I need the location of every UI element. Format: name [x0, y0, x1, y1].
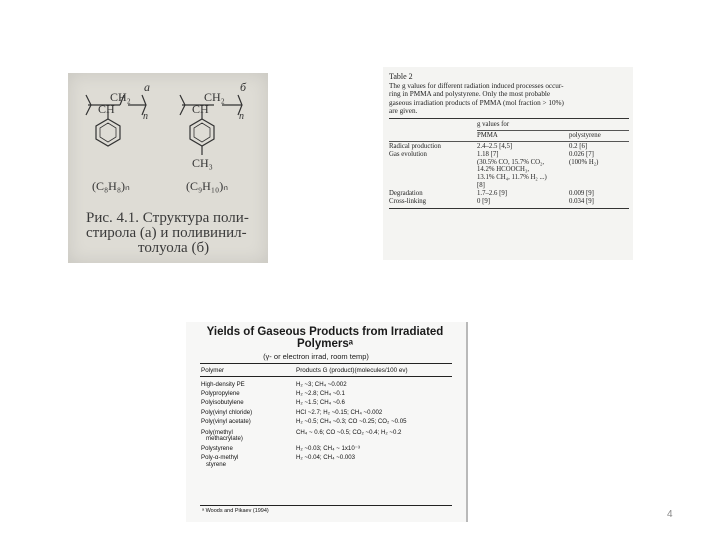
table2-row [389, 159, 629, 167]
table2-cell [389, 182, 477, 190]
polymer-name: Poly-α-methyl styrene [201, 454, 239, 468]
polymer-name: Poly(methyl methacrylate) [201, 428, 243, 443]
table2-cell: 0.2 [6] [569, 142, 588, 150]
table2-cell: [8] [477, 181, 485, 189]
table2-cell: (30.5% CO, 15.7% CO₂, [477, 158, 545, 166]
structures-drawing [68, 73, 268, 213]
polymer-name: Polystyrene [201, 444, 233, 452]
table2-cell: 2.4–2.5 [4,5] [477, 142, 513, 150]
polymer-name: High-density PE [201, 381, 245, 388]
svg-text:n: n [239, 111, 244, 122]
table2-cell [569, 174, 629, 182]
table-rule [389, 141, 629, 142]
table-row [201, 455, 456, 471]
table-rule [200, 376, 452, 377]
gas-products: H₂ ~0.03; CH₄ ~ 1x10⁻³ [296, 444, 360, 452]
table-row [201, 419, 456, 428]
polymer-name: Polypropylene [201, 390, 240, 398]
table2-row [389, 182, 629, 190]
caption-line: Рис. 4.1. Структура поли- [86, 210, 249, 226]
svg-text:CH₂: CH₂ [204, 90, 225, 104]
gas-products: H₂ ~0.5; CH₄ ~0.3; CO ~0.25; CO₂ ~0.05 [296, 417, 407, 425]
table2-header-row: PMMA polystyrene [477, 132, 601, 140]
table2-caption: The g values for different radiation induced processes occur- ring in PMMA and polystyrene. Only the most probable gaseous irradiation products of PMMA (mol fraction > 10%) are given. [389, 82, 564, 115]
table2-cell: Degradation [389, 189, 423, 197]
caption-line: стирола (а) и поливинил- [86, 225, 247, 241]
gas-products: H₂ ~2.8; CH₄ ~0.1 [296, 390, 345, 398]
table2-cell: 0.026 [7] [569, 150, 594, 158]
svg-text:CH₃: CH₃ [192, 156, 213, 170]
table2-cell: 0 [9] [477, 197, 491, 205]
yields-subtitle: (γ- or electron irrad, room temp) [263, 352, 369, 361]
svg-text:б: б [240, 80, 247, 94]
svg-text:(C₈H₈)ₙ: (C₈H₈)ₙ [92, 179, 130, 193]
table2-cell [389, 174, 477, 182]
table2-cell: 1.18 [7] [477, 150, 499, 158]
table2-scan [383, 67, 633, 260]
svg-text:CH: CH [192, 102, 209, 116]
table2-group-header: g values for [477, 121, 510, 129]
yields-title: Yields of Gaseous Products from Irradiated Polymersᵃ [206, 326, 444, 350]
gas-products: HCl ~2.7; H₂ ~0.15; CH₄ ~0.002 [296, 408, 383, 416]
table2-cell [389, 159, 477, 167]
figure-caption [86, 211, 264, 256]
caption-line: толуола (б) [138, 240, 210, 256]
gas-products: H₂ ~1.5; CH₄ ~0.6 [296, 399, 345, 407]
table-rule [477, 130, 629, 131]
yields-rows [201, 382, 456, 471]
table2-body [389, 143, 629, 205]
col-polymer: Polymer [201, 367, 225, 374]
table2 [389, 72, 629, 211]
polymer-name: Poly(vinyl acetate) [201, 417, 251, 425]
table2-row [389, 174, 629, 182]
svg-text:(C₉H₁₀)ₙ: (C₉H₁₀)ₙ [186, 179, 228, 193]
table2-cell: (100% H₂) [569, 158, 599, 166]
table2-cell: 1.7–2.6 [9] [477, 189, 508, 197]
page-number: 4 [667, 509, 673, 520]
polymer-name: Polyisobutylene [201, 399, 244, 407]
table2-cell: Gas evolution [389, 150, 427, 158]
table-rule [389, 208, 629, 209]
table-rule [200, 505, 452, 506]
table2-cell: 0.034 [9] [569, 197, 594, 205]
svg-text:n: n [143, 111, 148, 122]
table2-cell: 13.1% CH₄, 11.7% H₂ ...) [477, 174, 547, 182]
svg-text:CH₂: CH₂ [110, 90, 131, 104]
polymer-name: Poly(vinyl chloride) [201, 408, 253, 416]
table2-row [389, 190, 629, 198]
table-row [201, 430, 456, 446]
col-products: Products G (product)(molecules/100 ev) [296, 367, 408, 374]
table2-cell [389, 166, 477, 174]
table2-row [389, 151, 629, 159]
table2-row [389, 198, 629, 206]
table2-cell: 14.2% HCOOCH₃, [477, 166, 530, 174]
table2-cell [569, 166, 629, 174]
table2-cell: Cross-linking [389, 197, 427, 205]
structures-figure [68, 73, 268, 263]
yields-table-scan [186, 322, 468, 522]
table2-cell: Radical production [389, 142, 441, 150]
gas-products: H₂ ~0.04; CH₄ ~0.003 [296, 454, 356, 462]
table2-row [389, 166, 629, 174]
gas-products: H₂ ~3; CH₄ ~0.002 [296, 381, 347, 388]
table-rule [389, 118, 629, 119]
yields-footnote: ᵃ Woods and Pikaev (1994) [202, 508, 269, 514]
table2-row [389, 143, 629, 151]
svg-text:a: a [144, 80, 150, 94]
table2-cell [569, 182, 629, 190]
table2-title: Table 2 [389, 72, 413, 81]
gas-products: CH₄ ~ 0.6; CO ~0.5; CO₂ ~0.4; H₂ ~0.2 [296, 428, 402, 436]
table-rule [200, 363, 452, 364]
table2-cell: 0.009 [9] [569, 189, 594, 197]
svg-text:CH: CH [98, 102, 115, 116]
